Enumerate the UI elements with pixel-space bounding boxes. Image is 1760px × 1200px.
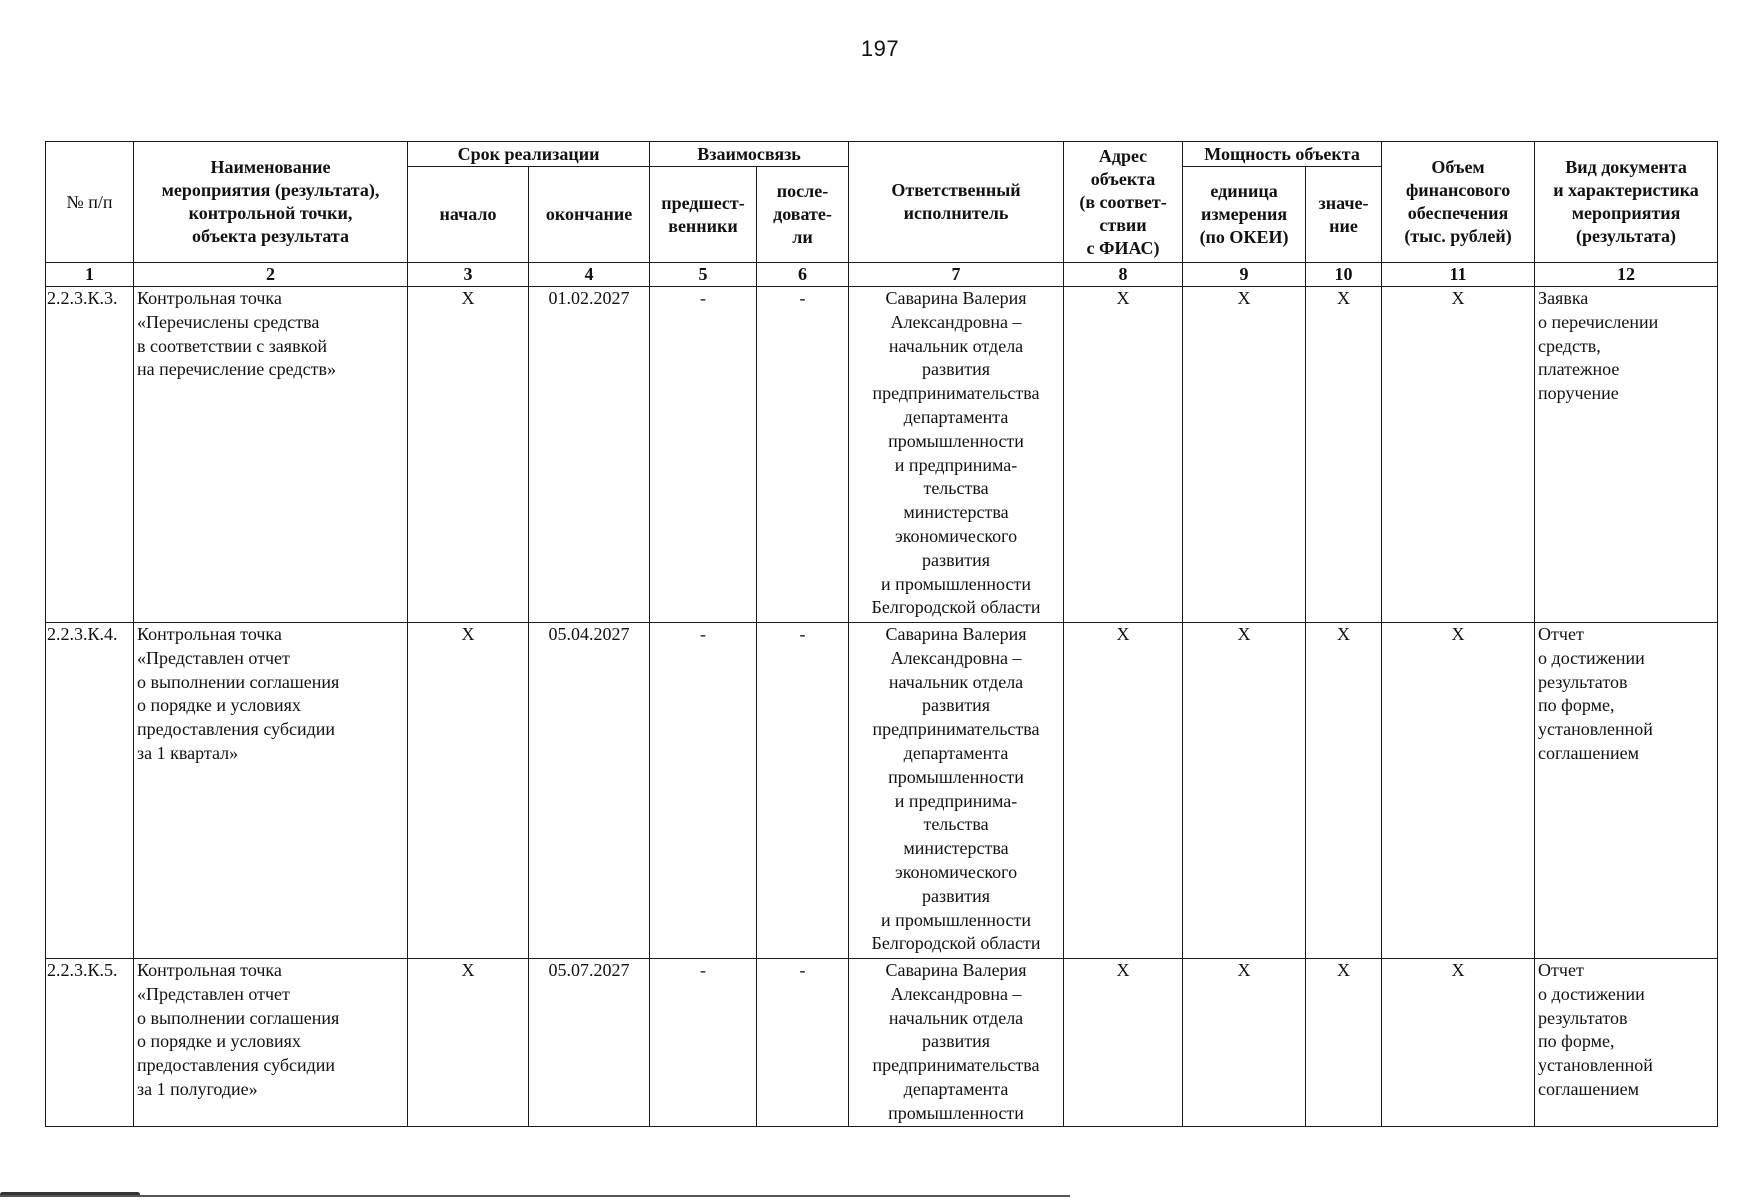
page-number: 197 <box>860 36 900 61</box>
column-number-row <box>46 263 1718 287</box>
header-end: окончание <box>529 167 650 263</box>
row-start: Х <box>408 287 529 623</box>
column-number: 2 <box>134 263 408 287</box>
column-number: 4 <box>529 263 650 287</box>
row-address: Х <box>1064 623 1183 959</box>
row-number: 2.2.3.К.4. <box>46 623 134 959</box>
header-responsible: Ответственный исполнитель <box>849 142 1064 263</box>
column-number: 11 <box>1382 263 1535 287</box>
header-name: Наименование мероприятия (результата), контрольной точки, объекта результата <box>134 142 408 263</box>
row-document: Отчет о достижении результатов по форме, установленной соглашением <box>1535 959 1718 1127</box>
row-address: Х <box>1064 959 1183 1127</box>
row-responsible: Саварина Валерия Александровна – начальник отдела развития предпринимательства департамента промышленности <box>849 959 1064 1127</box>
row-address: Х <box>1064 287 1183 623</box>
header-link-group: Взаимосвязь <box>650 142 849 167</box>
header-document: Вид документа и характеристика мероприятия (результата) <box>1535 142 1718 263</box>
header-predecessors: предшест- венники <box>650 167 757 263</box>
header-start: начало <box>408 167 529 263</box>
header-value: значе- ние <box>1306 167 1382 263</box>
row-unit: Х <box>1183 623 1306 959</box>
column-number: 10 <box>1306 263 1382 287</box>
row-predecessors: - <box>650 623 757 959</box>
row-start: Х <box>408 959 529 1127</box>
row-end: 01.02.2027 <box>529 287 650 623</box>
row-predecessors: - <box>650 959 757 1127</box>
table-row <box>46 623 1718 959</box>
column-number: 12 <box>1535 263 1718 287</box>
column-number: 9 <box>1183 263 1306 287</box>
header-unit: единица измерения (по ОКЕИ) <box>1183 167 1306 263</box>
column-number: 7 <box>849 263 1064 287</box>
column-number: 3 <box>408 263 529 287</box>
row-start: Х <box>408 623 529 959</box>
row-value: Х <box>1306 623 1382 959</box>
row-name: Контрольная точка «Представлен отчет о выполнении соглашения о порядке и условиях предоставления субсидии за 1 квартал» <box>134 623 408 959</box>
column-number: 6 <box>757 263 849 287</box>
row-finance: Х <box>1382 623 1535 959</box>
row-predecessors: - <box>650 287 757 623</box>
row-unit: Х <box>1183 959 1306 1127</box>
row-end: 05.04.2027 <box>529 623 650 959</box>
row-value: Х <box>1306 287 1382 623</box>
scan-edge-line <box>0 1195 1070 1197</box>
row-successors: - <box>757 287 849 623</box>
column-number: 5 <box>650 263 757 287</box>
header-number: № п/п <box>46 142 134 263</box>
row-document: Отчет о достижении результатов по форме, установленной соглашением <box>1535 623 1718 959</box>
row-unit: Х <box>1183 287 1306 623</box>
row-value: Х <box>1306 959 1382 1127</box>
row-responsible: Саварина Валерия Александровна – начальник отдела развития предпринимательства департамента промышленности и предпринима- тельства министерства экономического развития и промышленности Белгородской области <box>849 623 1064 959</box>
row-name: Контрольная точка «Представлен отчет о выполнении соглашения о порядке и условиях предоставления субсидии за 1 полугодие» <box>134 959 408 1127</box>
header-finance: Объем финансового обеспечения (тыс. рублей) <box>1382 142 1535 263</box>
table-row <box>46 959 1718 1127</box>
column-number: 8 <box>1064 263 1183 287</box>
row-successors: - <box>757 623 849 959</box>
row-name: Контрольная точка «Перечислены средства в соответствии с заявкой на перечисление средств» <box>134 287 408 623</box>
header-address: Адрес объекта (в соответ- ствии с ФИАС) <box>1064 142 1183 263</box>
header-capacity-group: Мощность объекта <box>1183 142 1382 167</box>
header-successors: после- довате- ли <box>757 167 849 263</box>
table-header <box>46 142 1718 287</box>
header-term-group: Срок реализации <box>408 142 650 167</box>
row-responsible: Саварина Валерия Александровна – начальник отдела развития предпринимательства департамента промышленности и предпринима- тельства министерства экономического развития и промышленности Белгородской области <box>849 287 1064 623</box>
events-table <box>45 141 1718 1127</box>
row-number: 2.2.3.К.3. <box>46 287 134 623</box>
row-successors: - <box>757 959 849 1127</box>
row-document: Заявка о перечислении средств, платежное поручение <box>1535 287 1718 623</box>
column-number: 1 <box>46 263 134 287</box>
row-finance: Х <box>1382 287 1535 623</box>
row-end: 05.07.2027 <box>529 959 650 1127</box>
row-number: 2.2.3.К.5. <box>46 959 134 1127</box>
row-finance: Х <box>1382 959 1535 1127</box>
table-row <box>46 287 1718 623</box>
